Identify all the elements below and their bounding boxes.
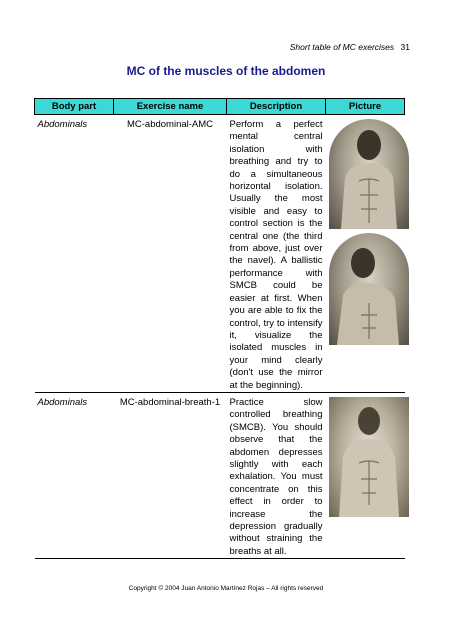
page-number: 31 — [400, 42, 410, 52]
running-title: Short table of MC exercises — [289, 42, 395, 52]
column-header-picture: Picture — [326, 99, 405, 115]
section-title: MC of the muscles of the abdomen — [126, 64, 326, 78]
column-header-exercise-name: Exercise name — [114, 99, 227, 115]
description-cell: Perform a perfect mental central isolation with breathing and try to do a simultaneous horizontal isolation. Usually the most visible and easy to control section is the central one (the third from above, just over the navel). A ballistic performance with SMCB could be easier at first. When you are able to fix the control, try to intensify it, visualize the isolated muscles in your mind clearly (don't use the mirror at the beginning). — [227, 115, 326, 393]
body-part-cell: Abdominals — [35, 392, 114, 558]
picture-cell — [326, 392, 405, 558]
exercise-name-cell: MC-abdominal-AMC — [114, 115, 227, 393]
exercise-table — [34, 98, 405, 559]
exercise-name-cell: MC-abdominal-breath-1 — [114, 392, 227, 558]
running-head — [290, 42, 410, 52]
torso-illustration-icon — [329, 397, 409, 517]
table-header-row — [35, 99, 405, 115]
table-row — [35, 392, 405, 558]
copyright-footer: Copyright © 2004 Juan Antonio Martínez Rojas – All rights reserved — [128, 585, 324, 592]
exercise-photo — [329, 233, 409, 345]
exercise-photo — [329, 397, 409, 517]
exercise-photo — [329, 119, 409, 229]
torso-illustration-icon — [329, 119, 409, 229]
column-header-description: Description — [227, 99, 326, 115]
description-cell: Practice slow controlled breathing (SMCB). You should observe that the abdomen depresses slightly with each exhalation. You must concentrate on this effect in order to increase the depression gradually without straining the breaths at all. — [227, 392, 326, 558]
column-header-body-part: Body part — [35, 99, 114, 115]
body-part-cell: Abdominals — [35, 115, 114, 393]
table-row — [35, 115, 405, 393]
torso-illustration-icon — [329, 233, 409, 345]
picture-cell — [326, 115, 405, 393]
